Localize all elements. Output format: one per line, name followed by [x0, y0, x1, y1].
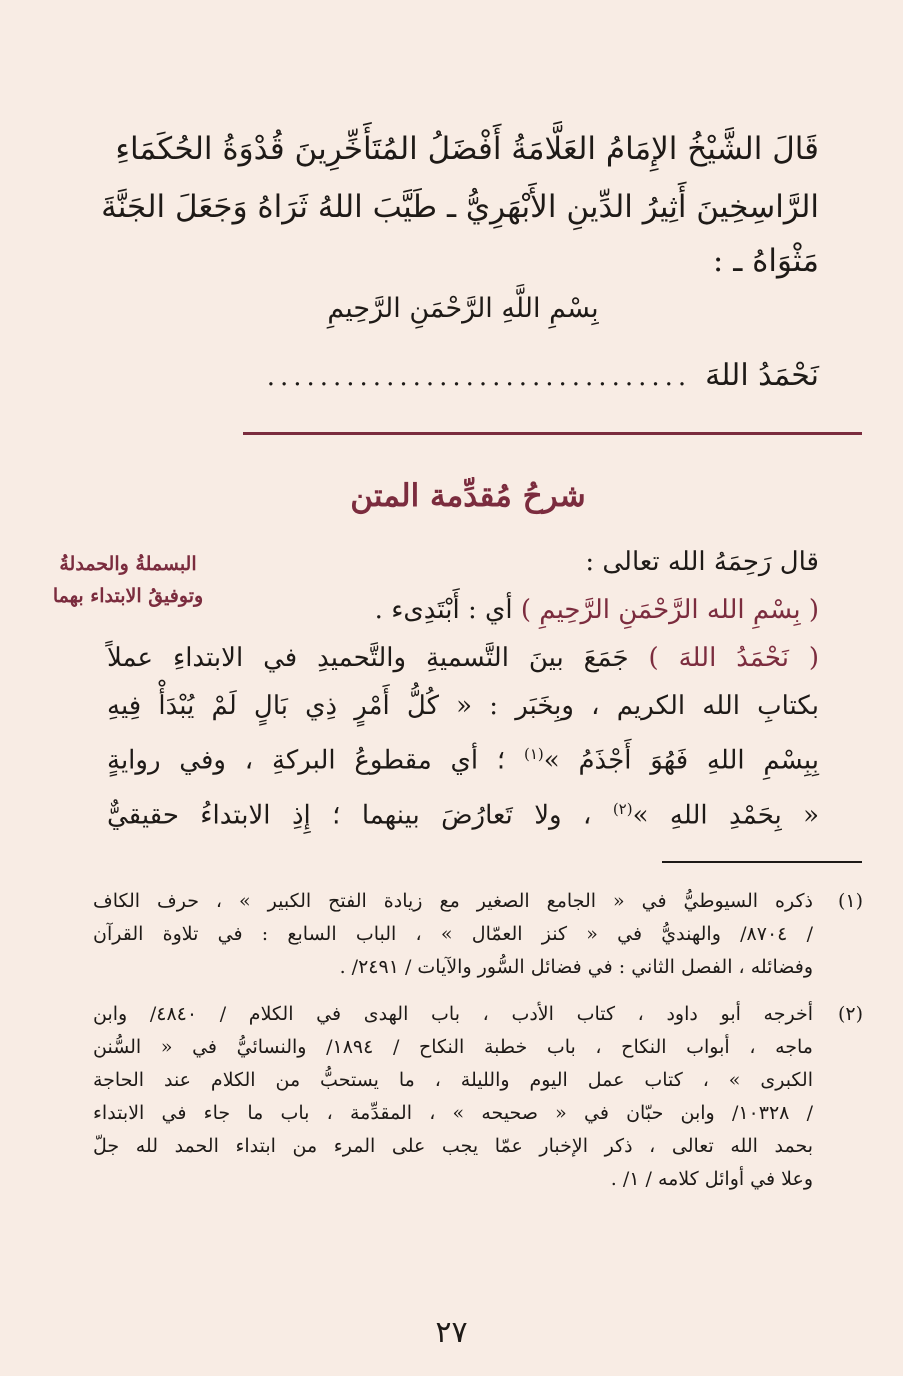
matn-line: مَثْوَاهُ ـ :: [712, 243, 819, 279]
quoted-hamd: ( نَحْمَدُ اللهَ ): [648, 643, 819, 673]
footnote-line: / ٨٧٠٤/ والهنديُّ في « كنز العمّال » ، الباب السابع : في تلاوة القرآن: [93, 923, 813, 945]
body-line: [107, 730, 819, 785]
margin-note-line: البسملةُ والحمدلةُ: [59, 553, 197, 575]
margin-note: [28, 548, 228, 612]
footnote-line: وفضائله ، الفصل الثاني : في فضائل السُّور والآيات / ٢٤٩١/ .: [339, 956, 813, 978]
hamd-row: [107, 358, 819, 393]
matn-line: قَالَ الشَّيْخُ الإِمَامُ العَلَّامَةُ أَفْضَلُ المُتَأَخِّرِينَ قُدْوَةُ الحُكَمَاءِ: [115, 131, 819, 167]
footnote-line: أخرجه أبو داود ، كتاب الأدب ، باب الهدى في الكلام / ٤٨٤٠/ وابن: [93, 1003, 813, 1025]
body-text: ، ولا تَعارُضَ بينهما ؛ إِذِ الابتداءُ حقيقيٌّ: [107, 800, 592, 831]
body-text: أي : أَبْتَدِىء .: [374, 595, 513, 625]
body-line: [107, 785, 819, 840]
footnote-number: (١): [837, 890, 863, 912]
matn-text: [101, 120, 819, 286]
body-text: بِبِسْمِ اللهِ فَهُوَ أَجْذَمُ »: [543, 745, 819, 776]
footnote-line: ذكره السيوطيُّ في « الجامع الصغير مع زيادة الفتح الكبير » ، حرف الكاف: [93, 890, 813, 912]
footnote-line: ماجه ، أبواب النكاح ، باب خطبة النكاح / ١٨٩٤/ والنسائيُّ في « السُّنن: [93, 1036, 813, 1058]
margin-note-line: وتوفيقُ الابتداء بهما: [52, 585, 204, 607]
footnote-ref[interactable]: (٢): [612, 799, 633, 818]
body-text: « بِحَمْدِ اللهِ »: [632, 800, 820, 831]
footnote-ref[interactable]: (١): [523, 745, 544, 763]
footnote-line: وعلا في أوائل كلامه / ١/ .: [610, 1168, 813, 1190]
body-text: جَمَعَ بينَ التَّسميةِ والتَّحميدِ في الابتداءِ عملاً: [107, 643, 629, 673]
footnote-item: [43, 998, 863, 1196]
footnote-item: [43, 885, 863, 984]
body-line: قال رَحِمَهُ الله تعالى :: [585, 547, 819, 577]
footnotes: [43, 885, 863, 1196]
matn-line: الرَّاسِخِينَ أَثِيرُ الدِّينِ الأَبْهَرِيُّ ـ طَيَّبَ اللهُ ثَرَاهُ وَجَعَلَ الجَنَّةَ: [101, 189, 819, 225]
body-text: ؛ أي مقطوعُ البركةِ ، وفي روايةٍ: [107, 745, 506, 776]
footnote-rule: [662, 861, 862, 863]
footnote-line: بحمد الله تعالى ، ذكر الإخبار عمّا يجب على المرء من ابتداء الحمد لله جلّ: [93, 1135, 813, 1157]
quoted-basmala: ( بِسْمِ الله الرَّحْمَنِ الرَّحِيمِ ): [520, 595, 819, 625]
footnote-number: (٢): [837, 1003, 863, 1025]
section-title: شرحُ مُقدِّمة المتن: [350, 478, 586, 514]
section-divider: [243, 432, 862, 435]
body-line: بكتابِ الله الكريم ، وبِخَبَر : « كُلُّ أَمْرٍ ذِي بَالٍ لَمْ يُبْدَأْ فِيهِ: [107, 691, 819, 721]
footnote-line: / ١٠٣٢٨/ وابن حبّان في « صحيحه » ، المقدِّمة ، باب ما جاء في الابتداء: [93, 1102, 813, 1124]
footnote-line: الكبرى » ، كتاب عمل اليوم والليلة ، ما يستحبُّ من الكلام عند الحاجة: [93, 1069, 813, 1091]
ellipsis-dots: ................................: [266, 362, 692, 392]
body-line: [107, 634, 819, 682]
basmala-calligraphy: بِسْمِ اللَّهِ الرَّحْمَنِ الرَّحِيمِ: [327, 293, 599, 324]
page-number: ٢٧: [435, 1315, 468, 1350]
hamd-text: نَحْمَدُ اللهَ: [705, 358, 819, 393]
